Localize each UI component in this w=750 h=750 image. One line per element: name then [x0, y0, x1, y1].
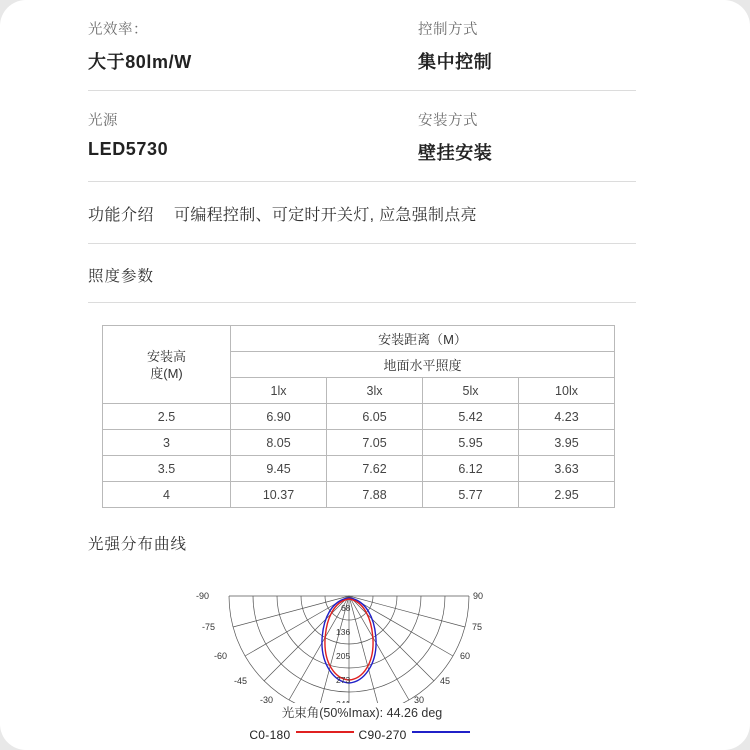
cell-value: 5.77 [423, 482, 519, 508]
angle-label-minus45: -45 [234, 676, 248, 686]
polar-diagram-svg [184, 578, 514, 703]
spec-cell-light-efficiency [88, 18, 362, 74]
row-height: 3 [103, 430, 231, 456]
angle-label-minus60: -60 [214, 651, 228, 661]
illuminance-table [102, 325, 615, 508]
cell-value: 6.12 [423, 456, 519, 482]
cell-value: 6.05 [327, 404, 423, 430]
header-ground-illuminance: 地面水平照度 [231, 352, 615, 378]
content-column [88, 0, 636, 750]
cell-value: 7.05 [327, 430, 423, 456]
cell-value: 3.63 [519, 456, 615, 482]
function-intro-row [88, 182, 636, 244]
spec-cell-control-mode [362, 18, 636, 74]
column-header-5lx: 5lx [423, 378, 519, 404]
ring-label-136: 136 [336, 627, 351, 637]
illuminance-table-wrap [88, 325, 636, 508]
cell-value: 4.23 [519, 404, 615, 430]
header-install-height [103, 326, 231, 404]
cell-value: 5.95 [423, 430, 519, 456]
ring-label-205: 205 [336, 651, 351, 661]
legend-label-c90-270: C90-270 [358, 728, 407, 742]
spec-row-light-source [88, 91, 636, 182]
cell-value: 6.90 [231, 404, 327, 430]
intensity-distribution-chart [88, 578, 636, 750]
cell-value: 7.88 [327, 482, 423, 508]
table-row [103, 456, 615, 482]
column-header-1lx: 1lx [231, 378, 327, 404]
angle-label-minus30: -30 [260, 695, 274, 703]
ring-label-273: 273 [336, 675, 351, 685]
angle-label-45: 45 [440, 676, 451, 686]
function-intro-label: 功能介绍 [88, 207, 155, 224]
angle-label-minus75: -75 [202, 622, 216, 632]
legend-label-c0-180: C0-180 [249, 728, 291, 742]
cell-value: 10.37 [231, 482, 327, 508]
polar-diagram [184, 578, 514, 708]
angle-label-75: 75 [472, 622, 483, 632]
cell-value: 5.42 [423, 404, 519, 430]
spec-label: 安装方式 [418, 113, 478, 129]
angle-label-60: 60 [460, 651, 471, 661]
row-height: 4 [103, 482, 231, 508]
cell-value: 8.05 [231, 430, 327, 456]
ring-label-68: 68 [341, 603, 351, 613]
legend-swatch-c90-270 [412, 731, 470, 733]
spec-value: LED5730 [88, 139, 169, 159]
spec-label: 光源 [88, 113, 118, 129]
row-height: 2.5 [103, 404, 231, 430]
function-intro-text: 可编程控制、可定时开关灯, 应急强制点亮 [174, 207, 477, 224]
angle-label-30: 30 [414, 695, 425, 703]
curve-section-title: 光强分布曲线 [88, 536, 188, 553]
spec-value: 大于80lm/W [88, 52, 192, 72]
angle-label-minus90: -90 [196, 591, 210, 601]
beam-angle-text: 光束角(50%Imax): 44.26 deg [281, 706, 443, 720]
table-row [103, 326, 615, 352]
spec-cell-install-mode [362, 109, 636, 165]
curve-legend [88, 728, 636, 742]
spec-value: 壁挂安装 [418, 143, 493, 163]
cell-value: 3.95 [519, 430, 615, 456]
illuminance-section-title: 照度参数 [88, 244, 636, 303]
cell-value: 2.95 [519, 482, 615, 508]
row-height: 3.5 [103, 456, 231, 482]
header-install-height-line1: 安装高 [146, 348, 186, 364]
spec-value: 集中控制 [418, 52, 493, 72]
spec-label: 光效率： [88, 22, 148, 38]
table-row [103, 430, 615, 456]
spec-label: 控制方式 [418, 22, 478, 38]
table-row [103, 404, 615, 430]
spec-row-efficiency [88, 0, 636, 91]
cell-value: 9.45 [231, 456, 327, 482]
column-header-3lx: 3lx [327, 378, 423, 404]
cell-value: 7.62 [327, 456, 423, 482]
legend-swatch-c0-180 [296, 731, 354, 733]
header-install-distance: 安装距离（M） [231, 326, 615, 352]
header-install-height-line2: 度(M) [150, 365, 183, 381]
column-header-10lx: 10lx [519, 378, 615, 404]
spec-cell-light-source [88, 109, 362, 165]
table-row [103, 482, 615, 508]
angle-label-90: 90 [473, 591, 484, 601]
